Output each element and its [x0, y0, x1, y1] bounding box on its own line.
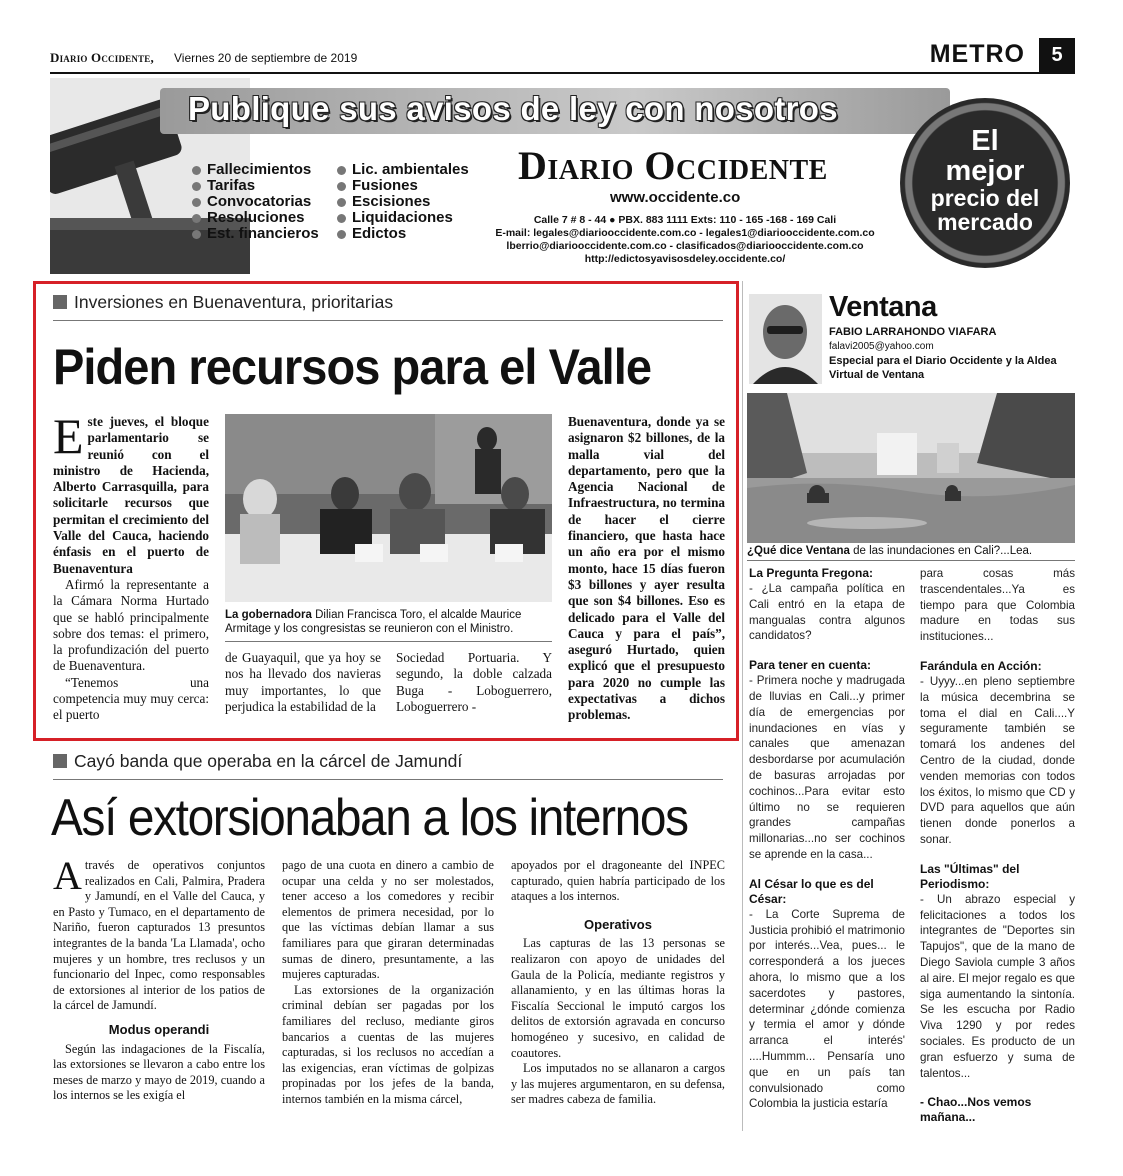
caption-lead: La gobernadora — [225, 609, 312, 621]
ad-service-item: Fallecimientos — [192, 162, 319, 178]
item-text: - Un abrazo especial y felicitaciones a todos los integrantes de "Deportes sin Tapujos", que de la mano de Diego Saviola cumple 3 años al aire. El mejor regalo es que siga aumentando la sintonía. Se les escucha por Radio Viva 1290 y por redes sociales. Es producto de un gran esfuerzo y suma de talentos... — [920, 892, 1075, 1080]
seal-line: precio del — [930, 185, 1040, 211]
item-title: Al César lo que es del César: — [749, 876, 874, 906]
item-title: La Pregunta Fregona: — [749, 566, 874, 580]
article2-column-3 — [511, 858, 725, 1108]
article2-paragraph: apoyados por el dragoneante del INPEC capturado, quien habría participado de los ataques a los internos. — [511, 858, 725, 904]
caption-text: Dilian Francisca Toro, el alcalde Maurice Armitage y los congresistas se reunieron con el Ministro. — [225, 609, 522, 635]
ad-service-item: Lic. ambientales — [337, 162, 469, 178]
divider — [53, 320, 723, 321]
ad-service-item: Convocatorias — [192, 194, 319, 210]
ad-service-item: Escisiones — [337, 194, 469, 210]
ad-service-item: Est. financieros — [192, 226, 319, 242]
item-title: Para tener en cuenta: — [749, 658, 872, 673]
caption-lead: ¿Qué dice Ventana — [747, 545, 850, 557]
square-bullet-icon — [53, 295, 67, 309]
article1-headline: Piden recursos para el Valle — [53, 339, 652, 395]
caption-text: de las inundaciones en Cali?...Lea. — [849, 545, 1033, 557]
article1-lead: ste jueves, el bloque parlamentario se reunió con el ministro de Hacienda, Alberto Carrasquilla, para solicitarle recursos que permitan el crecimiento del Valle del Cauca, haciendo énfasis en el puerto de Buenaventura — [53, 414, 209, 576]
subheading: Modus operandi — [108, 1021, 210, 1037]
article1-paragraph: Buenaventura, donde ya se asignaron $2 billones, de la malla vial del departamento, pero que la Agencia Nacional de Infraestructura, no termina de hacer el cierre financiero, que hasta hace un año era por el mismo monto, hace 15 días fueron $3 billones y ayer resulta que son $4 billones. Eso es delicado para el Valle del Cauca y para el país”, aseguró Hurtado, quien explicó que el presupuesto para 2020 no cumple las expectativas a dichos problemas. — [568, 414, 725, 723]
legal-notices-ad — [50, 78, 1080, 274]
article1-column-3 — [396, 650, 552, 715]
item-title: Farándula en Acción: — [920, 658, 1042, 673]
flood-photo — [747, 393, 1075, 543]
article1-kicker — [53, 292, 393, 313]
issue-date: Viernes 20 de septiembre de 2019 — [174, 51, 358, 65]
ventana-column-2 — [920, 566, 1075, 1125]
item-text: - ¿La campaña política en Cali entró en la etapa de mangualas contra algunos candidatos? — [749, 582, 905, 643]
ad-service-item: Fusiones — [337, 178, 469, 194]
article2-paragraph: pago de una cuota en dinero a cambio de ocupar una celda y no ser molestados, tener acceso a los comedores y recibir elementos de primera necesidad, por lo que las víctimas debían llamar a sus familiares para que giraran determinadas sumas de dinero, presuntamente, a las mujeres capturadas. — [282, 858, 494, 982]
seal-line: El — [971, 125, 999, 157]
photo-caption — [225, 608, 552, 636]
divider — [53, 779, 723, 780]
article1-paragraph: “Tenemos una competencia muy muy cerca: el puerto — [53, 674, 209, 723]
subheading: Operativos — [584, 916, 652, 932]
article1-column-4 — [568, 414, 725, 724]
masthead — [50, 40, 1075, 74]
article1-column-2 — [225, 650, 381, 715]
article2-paragraph: través de operativos conjuntos realizados en Cali, Palmira, Pradera y Jamundí, en el Valle del Cauca, y en Pasto y Tumaco, en el departamento de Nariño, fueron capturados 13 presuntos integrantes de la banda 'La Llamada', ocho mujeres y un hombre, tres reclusos y un funcionario del Inpec, como responsables de extorsiones al interior de los patios de la cárcel de Jamundí. — [53, 858, 265, 1013]
article2-kicker — [53, 751, 462, 772]
item-title: - Chao...Nos vemos mañana... — [920, 1095, 1032, 1125]
page-number: 5 — [1039, 38, 1075, 72]
article1-column-1 — [53, 408, 209, 724]
square-bullet-icon — [53, 754, 67, 768]
ad-web[interactable]: http://edictosyavisosdeley.occidente.co/ — [584, 253, 786, 265]
article2-paragraph: Las capturas de las 13 personas se realizaron con apoyo de unidades del Gaula de la Policía, mediante registros y allanamiento, y en las últimas horas la Fiscalía Seccional le imputó cargos los delitos de extorsión agravada en concurso homogéneo y sucesivo, en calidad de coautores. — [511, 936, 725, 1060]
divider — [742, 281, 743, 1131]
best-price-seal — [900, 98, 1070, 268]
ad-service-item: Resoluciones — [192, 210, 319, 226]
item-title: Las "Últimas" del Periodismo: — [920, 861, 1020, 891]
kicker-text: Cayó banda que operaba en la cárcel de Jamundí — [74, 751, 463, 771]
section-name: METRO — [929, 40, 1025, 68]
columnist-photo — [749, 294, 822, 384]
ad-email-1[interactable]: E-mail: legales@diariooccidente.com.co - legales1@diariooccidente.com.co — [495, 227, 875, 239]
paper-name: Diario Occidente, — [50, 50, 154, 65]
drop-cap: E — [53, 408, 84, 464]
flood-caption — [747, 545, 1032, 557]
ad-service-item: Liquidaciones — [337, 210, 469, 226]
article2-headline: Así extorsionaban a los internos — [51, 789, 688, 847]
seal-text — [900, 126, 1070, 234]
article2-column-1 — [53, 853, 265, 1104]
column-email[interactable]: falavi2005@yahoo.com — [829, 341, 934, 352]
item-text: - La Corte Suprema de Justicia prohibió el matrimonio por interés...Vea, pues... le corresponderá a los jueces ahora, lo mismo que a los sacerdotes y pastores, determinar ¿dónde comienza y termia el amor y dónde arranca el interés' ....Hummm... Pensaría uno que en un país tan convulsionado como Colombia la justicia estaría — [749, 907, 905, 1111]
article2-column-2 — [282, 858, 494, 1108]
item-text: - Primera noche y madrugada de lluvias en Cali...y primer día de emergencias por inundaciones en vías y canales que amenazan desbordarse por acumulación de basuras arrojadas por cochinos...Para evitar esto último no se requieren grandes campañas millonarias...no ser cochinos se aprende en la casa... — [749, 674, 905, 861]
article2-paragraph: Los imputados no se allanaron a cargos y las mujeres argumentaron, en su defensa, ser madres cabeza de familia. — [511, 1061, 725, 1107]
ad-headline: Publique sus avisos de ley con nosotros — [188, 90, 838, 127]
ad-address: Calle 7 # 8 - 44 ● PBX. 883 1111 Exts: 110 - 165 -168 - 169 Cali — [533, 214, 837, 226]
ad-url[interactable]: www.occidente.co — [610, 189, 741, 206]
ventana-column-1 — [749, 566, 905, 1112]
ad-services-list-1 — [192, 162, 319, 242]
meeting-photo — [225, 414, 552, 602]
column-title: Ventana — [829, 291, 937, 323]
divider — [225, 641, 552, 642]
article1-paragraph: Sociedad Portuaria. Y segundo, la doble calzada Buga - Loboguerrero, Loboguerrero - — [396, 650, 552, 714]
ad-service-item: Tarifas — [192, 178, 319, 194]
ad-services-list-2 — [337, 162, 469, 242]
column-author: FABIO LARRAHONDO VIAFARA — [829, 326, 997, 338]
article2-paragraph: Las extorsiones de la organización criminal debían ser pagadas por los familiares del recluso, mediante giros bancarios a cuentas de las mujeres capturadas, si los reclusos no accedían a las exigencias, eran víctimas de golpizas propinadas por los jefes de la banda, internos también en la misma cárcel, — [282, 982, 494, 1106]
seal-line: mejor — [945, 155, 1025, 187]
ad-contact — [470, 214, 900, 266]
divider — [747, 560, 1075, 561]
article2-paragraph: Según las indagaciones de la Fiscalía, las extorsiones se llevaron a cabo entre los meses de marzo y mayo de 2019, cuando a los internos se les exigía el — [53, 1041, 265, 1103]
item-text: - Uyyy...en pleno septiembre la música decembrina se toma el dial en Cali....Y seguramente también se tomará los andenes del Centro de la ciudad, donde venden memorias con todos los éxitos, lo mismo que CD y DVD para aquellos que aún tienen donde ponerlos a sonar. — [920, 674, 1075, 846]
kicker-text: Inversiones en Buenaventura, prioritarias — [74, 292, 394, 312]
ad-service-item: Edictos — [337, 226, 469, 242]
drop-cap: A — [53, 853, 82, 898]
ad-email-2[interactable]: lberrio@diariooccidente.com.co - clasificados@diariooccidente.com.co — [506, 240, 864, 252]
seal-line: mercado — [937, 209, 1033, 235]
column-credit: Especial para el Diario Occidente y la Aldea Virtual de Ventana — [829, 355, 1057, 381]
article1-paragraph: de Guayaquil, que ya hoy se nos ha llevado dos navieras muy importantes, lo que perjudica la estabilidad de la — [225, 650, 381, 714]
item-text: para cosas más trascendentales...Ya es tiempo para que Colombia madure en todas sus instituciones... — [920, 567, 1075, 644]
article1-paragraph: Afirmó la representante a la Cámara Norma Hurtado que se habló principalmente sobre dos temas: el primero, la profundización del puerto de Buenaventura. — [53, 576, 209, 674]
ad-logo: Diario Occidente — [518, 143, 828, 188]
